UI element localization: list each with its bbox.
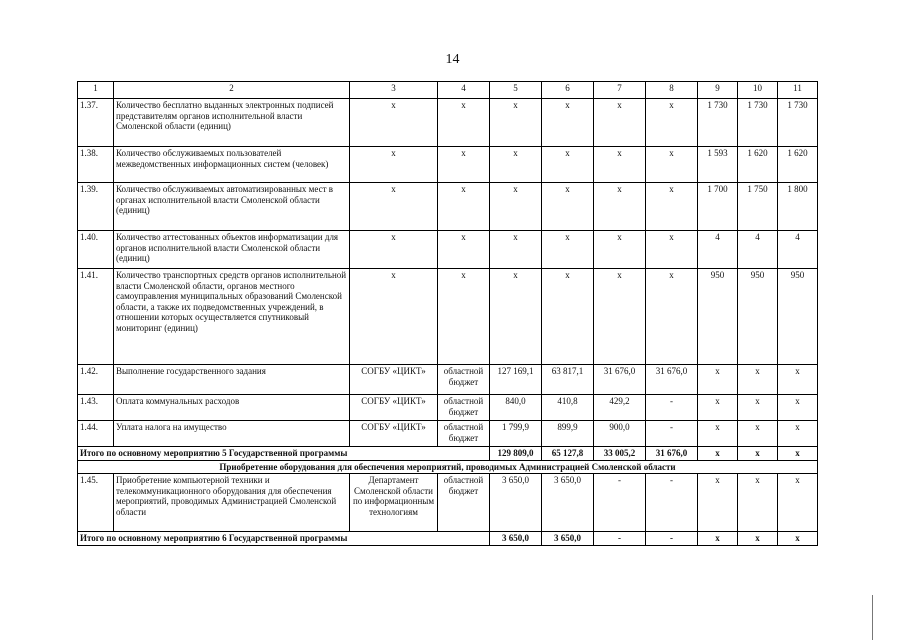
row-col10: 4 [738,231,778,269]
row-col5: х [490,99,542,147]
row-col6: 899,9 [542,421,594,447]
row-col8: х [646,183,698,231]
row-number: 1.37. [78,99,114,147]
row-name: Оплата коммунальных расходов [114,395,350,421]
row-executor: СОГБУ «ЦИКТ» [350,365,438,395]
row-col5: 1 799,9 [490,421,542,447]
total-label: Итого по основному мероприятию 5 Государственной программы [78,447,490,461]
row-number: 1.45. [78,474,114,532]
total-col8: - [646,532,698,546]
row-number: 1.44. [78,421,114,447]
header-cell: 9 [698,82,738,99]
table-row [78,231,818,269]
row-number: 1.42. [78,365,114,395]
row-name: Количество обслуживаемых автоматизированных мест в органах исполнительной власти Смоленской области (единиц) [114,183,350,231]
row-executor: х [350,99,438,147]
row-name: Уплата налога на имущество [114,421,350,447]
row-col11: х [778,421,818,447]
row-col9: х [698,421,738,447]
row-col7: х [594,183,646,231]
total-col5: 3 650,0 [490,532,542,546]
row-col5: х [490,183,542,231]
row-col6: х [542,269,594,365]
row-number: 1.41. [78,269,114,365]
total-col6: 65 127,8 [542,447,594,461]
total-col9: х [698,447,738,461]
total-row [78,447,818,461]
row-name: Выполнение государственного задания [114,365,350,395]
row-col11: х [778,395,818,421]
row-name: Количество транспортных средств органов исполнительной власти Смоленской области, органов местного самоуправления муниципальных образований Смоленской области, а также их подведомственных учреждений, в отношении которых осуществляется спутниковый мониторинг (единиц) [114,269,350,365]
row-executor: СОГБУ «ЦИКТ» [350,421,438,447]
row-name: Приобретение компьютерной техники и телекоммуникационного оборудования для обеспечения мероприятий, проводимых Администрацией Смоленской области [114,474,350,532]
row-col6: 63 817,1 [542,365,594,395]
row-executor: х [350,269,438,365]
row-source: х [438,231,490,269]
header-cell: 4 [438,82,490,99]
total-col6: 3 650,0 [542,532,594,546]
row-col10: 1 750 [738,183,778,231]
total-label: Итого по основному мероприятию 6 Государственной программы [78,532,490,546]
row-source: х [438,99,490,147]
row-source: областной бюджет [438,421,490,447]
page-edge-line [872,595,873,640]
table-row [78,99,818,147]
table-row [78,269,818,365]
row-col11: 1 800 [778,183,818,231]
row-col5: 127 169,1 [490,365,542,395]
row-col10: 1 730 [738,99,778,147]
header-cell: 5 [490,82,542,99]
total-col7: 33 005,2 [594,447,646,461]
header-cell: 3 [350,82,438,99]
header-cell: 2 [114,82,350,99]
program-table [77,81,818,546]
row-col8: х [646,99,698,147]
total-col11: х [778,532,818,546]
row-col5: 3 650,0 [490,474,542,532]
row-col5: х [490,269,542,365]
row-source: х [438,147,490,183]
row-col9: х [698,395,738,421]
header-cell: 10 [738,82,778,99]
row-col8: х [646,147,698,183]
header-cell: 8 [646,82,698,99]
row-col7: 429,2 [594,395,646,421]
row-col6: х [542,231,594,269]
row-number: 1.38. [78,147,114,183]
row-col6: 410,8 [542,395,594,421]
row-source: х [438,183,490,231]
row-col9: 1 730 [698,99,738,147]
row-col11: 4 [778,231,818,269]
row-col6: х [542,99,594,147]
row-col7: х [594,269,646,365]
row-col6: х [542,183,594,231]
table-row [78,395,818,421]
row-name: Количество обслуживаемых пользователей межведомственных информационных систем (человек) [114,147,350,183]
table-row [78,365,818,395]
row-name: Количество аттестованных объектов информатизации для органов исполнительной власти Смоленской области (единиц) [114,231,350,269]
row-col8: - [646,421,698,447]
row-executor: х [350,183,438,231]
total-col8: 31 676,0 [646,447,698,461]
row-col5: х [490,147,542,183]
section-row [78,460,818,474]
header-row [78,82,818,99]
section-title: Приобретение оборудования для обеспечения мероприятий, проводимых Администрацией Смоленской области [78,460,818,474]
row-col7: х [594,231,646,269]
header-cell: 1 [78,82,114,99]
total-col10: х [738,532,778,546]
row-col6: х [542,147,594,183]
row-col11: 1 620 [778,147,818,183]
total-col11: х [778,447,818,461]
row-col11: 950 [778,269,818,365]
header-cell: 7 [594,82,646,99]
row-col5: х [490,231,542,269]
row-col7: х [594,147,646,183]
total-row [78,532,818,546]
row-col10: х [738,421,778,447]
table-row [78,421,818,447]
row-col11: х [778,474,818,532]
row-col9: 1 593 [698,147,738,183]
row-col5: 840,0 [490,395,542,421]
row-name: Количество бесплатно выданных электронных подписей представителям органов исполнительной власти Смоленской области (единиц) [114,99,350,147]
row-col9: 950 [698,269,738,365]
total-col5: 129 809,0 [490,447,542,461]
table-row [78,183,818,231]
row-executor: х [350,231,438,269]
row-col8: х [646,269,698,365]
row-col10: х [738,365,778,395]
row-number: 1.40. [78,231,114,269]
row-col8: - [646,395,698,421]
total-col7: - [594,532,646,546]
row-col9: х [698,365,738,395]
total-col9: х [698,532,738,546]
total-col10: х [738,447,778,461]
page-number: 14 [445,52,460,67]
row-col7: 31 676,0 [594,365,646,395]
row-executor: х [350,147,438,183]
row-col9: х [698,474,738,532]
row-col6: 3 650,0 [542,474,594,532]
row-number: 1.43. [78,395,114,421]
row-col8: 31 676,0 [646,365,698,395]
row-source: областной бюджет [438,474,490,532]
row-col10: 1 620 [738,147,778,183]
row-col8: х [646,231,698,269]
row-col7: х [594,99,646,147]
table-row [78,147,818,183]
table-row [78,474,818,532]
row-col10: х [738,474,778,532]
row-source: х [438,269,490,365]
row-col7: 900,0 [594,421,646,447]
row-col11: 1 730 [778,99,818,147]
row-source: областной бюджет [438,395,490,421]
row-col10: 950 [738,269,778,365]
row-col11: х [778,365,818,395]
row-col10: х [738,395,778,421]
row-col9: 1 700 [698,183,738,231]
row-source: областной бюджет [438,365,490,395]
header-cell: 6 [542,82,594,99]
header-cell: 11 [778,82,818,99]
row-col9: 4 [698,231,738,269]
row-number: 1.39. [78,183,114,231]
row-col7: - [594,474,646,532]
row-executor: Департамент Смоленской области по информационным технологиям [350,474,438,532]
row-col8: - [646,474,698,532]
row-executor: СОГБУ «ЦИКТ» [350,395,438,421]
